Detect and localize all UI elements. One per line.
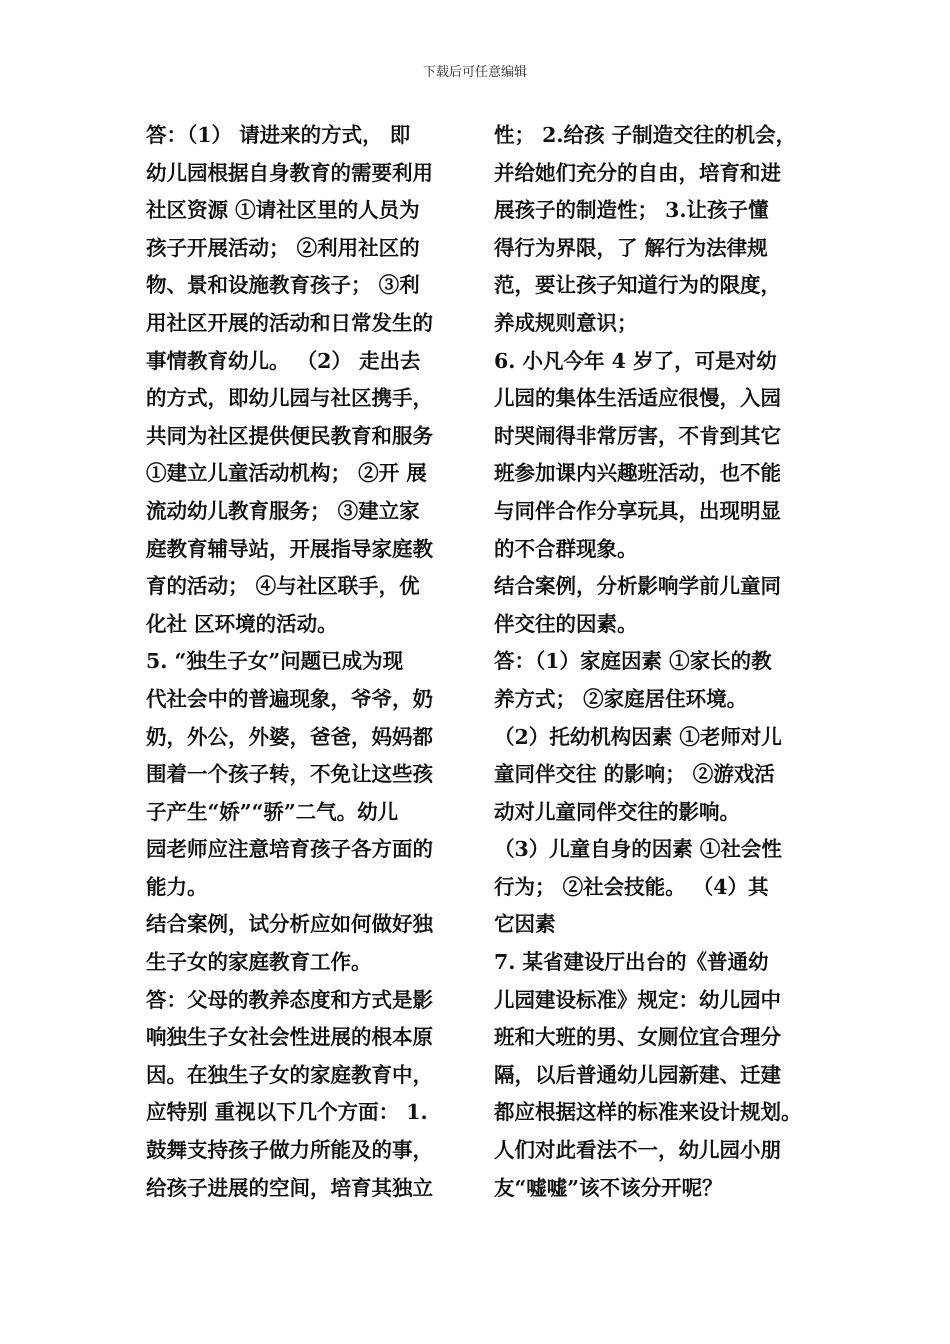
text-line: 鼓舞支持孩子做力所能及的事， <box>146 1138 433 1163</box>
text-line: 范，要让孩子知道行为的限度， <box>494 273 781 298</box>
text-line: 孩子开展活动； ②利用社区的 <box>146 235 420 260</box>
text-line: 儿园的集体生活适应很慢，入园 <box>494 386 781 411</box>
text-line: 应特别 重视以下几个方面： 1. <box>146 1100 428 1125</box>
text-line: 社区资源 ①请社区里的人员为 <box>146 198 420 223</box>
text-line: 养成规则意识； <box>494 310 638 335</box>
text-line: 共同为社区提供便民教育和服务 <box>146 423 433 448</box>
text-line: 化社 区环境的活动。 <box>146 611 338 636</box>
text-line: 行为； ②社会技能。 （4）其 <box>494 874 769 899</box>
text-line: 伴交往的因素。 <box>494 611 638 636</box>
text-line: 时哭闹得非常厉害，不肯到其它 <box>494 423 781 448</box>
question-5-title: 5. “独生子女”问题已成为现 <box>146 649 404 674</box>
text-line: 儿园建设标准》规定：幼儿园中 <box>494 987 781 1012</box>
text-line: 园老师应注意培育孩子各方面的 <box>146 837 433 862</box>
text-line: 结合案例，试分析应如何做好独 <box>146 912 433 937</box>
text-line: 因。在独生子女的家庭教育中， <box>146 1062 433 1087</box>
text-line: 的不合群现象。 <box>494 536 638 561</box>
text-line: 响独生子女社会性进展的根本原 <box>146 1025 433 1050</box>
text-line: 育的活动； ④与社区联手，优 <box>146 574 420 599</box>
text-line: 用社区开展的活动和日常发生的 <box>146 310 433 335</box>
text-line: 童同伴交往 的影响； ②游戏活 <box>494 762 775 787</box>
text-line: 结合案例，分析影响学前儿童同 <box>494 574 781 599</box>
question-6-title: 6. 小凡今年 4 岁了，可是对幼 <box>494 348 777 373</box>
text-line: 生子女的家庭教育工作。 <box>146 950 372 975</box>
answer-6-start: 答：（1）家庭因素 ①家长的教 <box>494 649 772 674</box>
question-7-title: 7. 某省建设厅出台的《普通幼 <box>494 950 769 975</box>
text-line: 的方式，即幼儿园与社区携手， <box>146 386 433 411</box>
text-line: 代社会中的普遍现象，爷爷，奶 <box>146 686 433 711</box>
text-line: 动对儿童同伴交往的影响。 <box>494 799 740 824</box>
text-line: 答：（1） 请进来的方式， 即 <box>146 123 411 147</box>
text-line: 能力。 <box>146 874 208 899</box>
text-line: 都应根据这样的标准来设计规划。 <box>494 1100 802 1125</box>
text-line: 并给她们充分的自由，培育和进 <box>494 160 781 185</box>
text-line: 得行为界限，了 解行为法律规 <box>494 235 768 260</box>
text-line: 友“嘘嘘”该不该分开呢？ <box>494 1175 723 1200</box>
text-line: 子产生“娇”“骄”二气。幼儿 <box>146 799 399 824</box>
text-line: 展孩子的制造性； 3.让孩子懂 <box>494 198 769 223</box>
text-line: （3）儿童自身的因素 ①社会性 <box>494 837 782 862</box>
text-line: （2）托幼机构因素 ①老师对儿 <box>494 724 782 749</box>
text-line: 性； 2.给孩 子制造交往的机会， <box>494 123 797 147</box>
text-line: 奶，外公，外婆，爸爸，妈妈都 <box>146 724 433 749</box>
answer-5-start: 答：父母的教养态度和方式是影 <box>146 987 433 1012</box>
text-line: 幼儿园根据自身教育的需要利用 <box>146 160 433 185</box>
text-line: 物、景和设施教育孩子； ③利 <box>146 273 420 298</box>
text-line: 人们对此看法不一，幼儿园小朋 <box>494 1138 781 1163</box>
text-line: 与同伴合作分享玩具，出现明显 <box>494 498 781 523</box>
text-line: 班和大班的男、女厕位宜合理分 <box>494 1025 781 1050</box>
left-text-column <box>146 117 486 1207</box>
text-line: 它因素 <box>494 912 556 937</box>
text-line: 给孩子进展的空间，培育其独立 <box>146 1175 433 1200</box>
text-line: 围着一个孩子转，不免让这些孩 <box>146 762 433 787</box>
page-header: 下载后可任意编辑 <box>422 65 527 80</box>
text-line: 事情教育幼儿。 （2） 走出去 <box>146 348 421 373</box>
text-line: 养方式； ②家庭居住环境。 <box>494 686 748 711</box>
text-line: 流动幼儿教育服务； ③建立家 <box>146 498 420 523</box>
text-line: 庭教育辅导站，开展指导家庭教 <box>146 536 433 561</box>
text-line: ①建立儿童活动机构； ②开 展 <box>146 461 427 486</box>
right-text-column <box>494 117 834 1207</box>
text-line: 班参加课内兴趣班活动，也不能 <box>494 461 781 486</box>
text-line: 隔，以后普通幼儿园新建、迁建 <box>494 1062 781 1087</box>
